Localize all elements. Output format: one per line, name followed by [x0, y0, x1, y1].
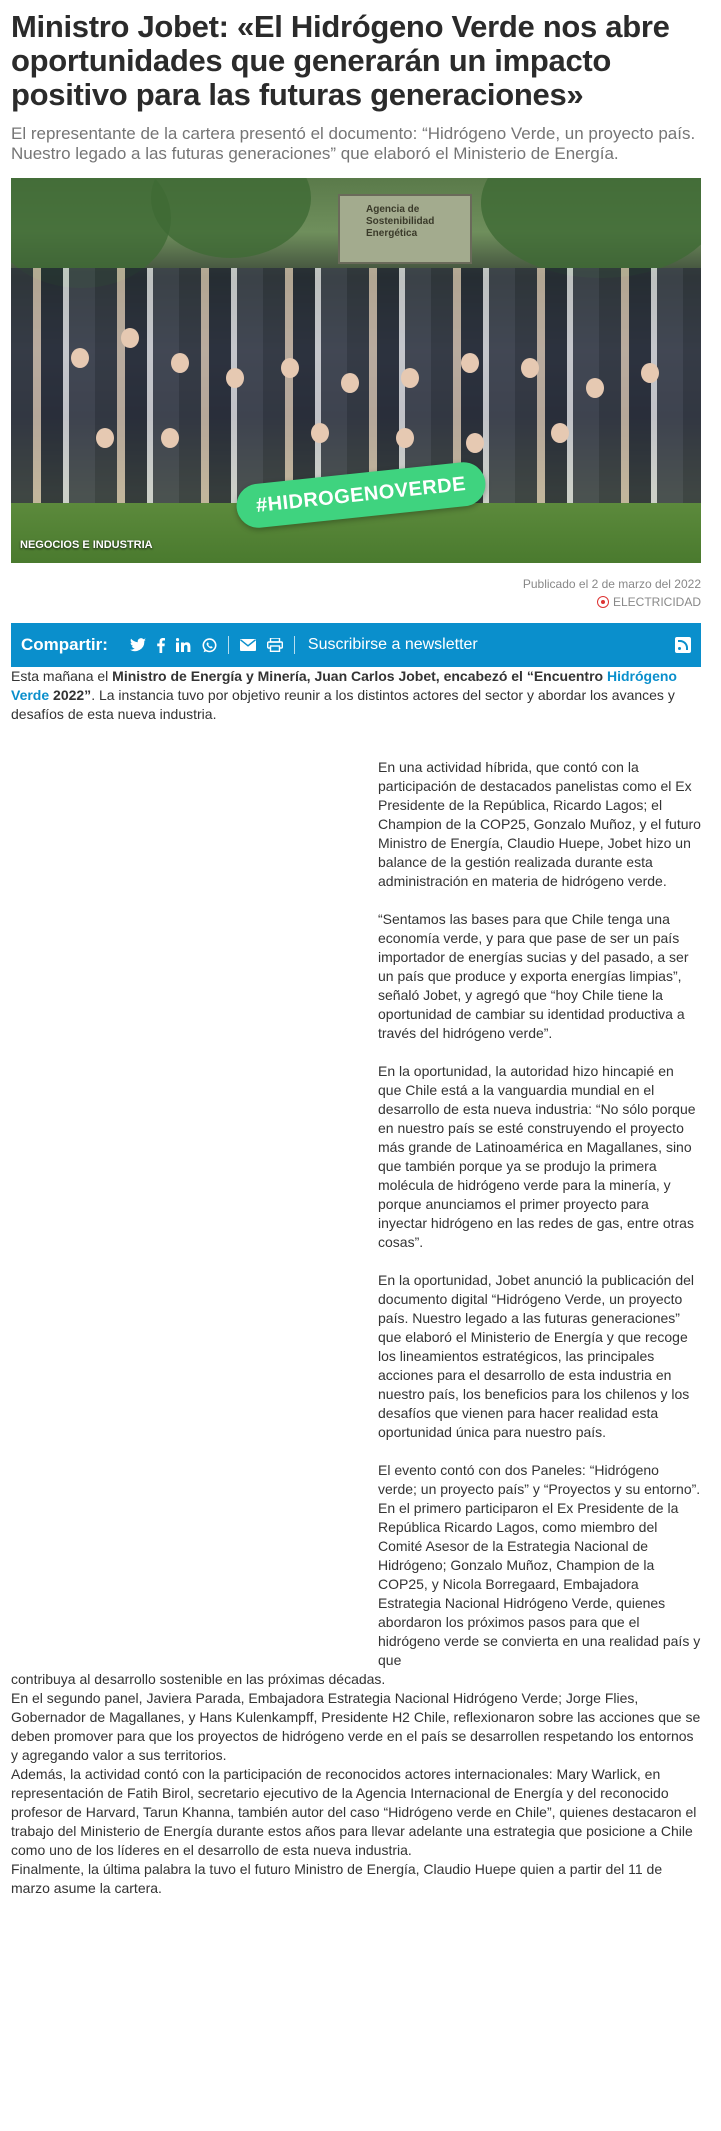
share-bar: [11, 623, 701, 667]
face-shape: [341, 373, 359, 393]
face-shape: [641, 363, 659, 383]
agency-sign-text: Agencia de Sostenibilidad Energética: [366, 204, 435, 239]
body-paragraph: contribuya al desarrollo sostenible en las próximas décadas.: [11, 1671, 386, 1687]
body-paragraph: El evento contó con dos Paneles: “Hidrógeno verde; un proyecto país” y “Proyectos y su entorno”. En el primero participaron el Ex Presidente de la República Ricardo Lagos, como miembro del Comité Asesor de la Estrategia Nacional de Hidrógeno; Gonzalo Muñoz, Champion de la COP25, y Nicola Borregaard, Embajadora Estrategia Nacional Hidrógeno Verde, quienes abordaron los próximos pasos para que el hidrógeno verde se convierta en una realidad país y que: [378, 1462, 701, 1668]
body-paragraph: En una actividad híbrida, que contó con la participación de destacados panelistas como el Ex Presidente de la República, Ricardo Lagos; el Champion de la COP25, Gonzalo Muñoz, y el futuro Ministro de Energía, Claudio Huepe, Jobet hizo un balance de la gestión realizada durante esta administración en materia de hidrógeno verde.: [378, 759, 701, 889]
agency-sign: [338, 194, 472, 264]
face-shape: [281, 358, 299, 378]
article-title: Ministro Jobet: «El Hidrógeno Verde nos abre oportunidades que generarán un impacto positivo para las futuras generaciones»: [11, 9, 670, 112]
article-subtitle: El representante de la cartera presentó el documento: “Hidrógeno Verde, un proyecto país. Nuestro legado a las futuras generaciones” que elaboró el Ministerio de Energía.: [11, 124, 696, 163]
lead-bold-text: Ministro de Energía y Minería, Juan Carlos Jobet, encabezó el “Encuentro: [112, 668, 607, 684]
share-separator: [294, 636, 295, 654]
share-separator: [228, 636, 229, 654]
face-shape: [461, 353, 479, 373]
article-body: [11, 667, 701, 1898]
face-shape: [71, 348, 89, 368]
face-shape: [171, 353, 189, 373]
hashtag-banner-text: #HIDROGENOVERDE: [254, 472, 467, 517]
email-icon[interactable]: [240, 639, 256, 651]
article: [11, 10, 701, 1898]
hidrogeno-verde-link[interactable]: Hidrógeno Verde: [11, 668, 677, 703]
rss-icon[interactable]: [675, 637, 691, 653]
face-shape: [311, 423, 329, 443]
face-shape: [401, 368, 419, 388]
lead-paragraph: [11, 667, 701, 724]
category-label: ELECTRICIDAD: [612, 595, 701, 609]
twitter-icon[interactable]: [130, 638, 146, 652]
face-shape: [586, 378, 604, 398]
body-paragraph: En la oportunidad, Jobet anunció la publicación del documento digital “Hidrógeno Verde, un proyecto país. Nuestro legado a las futuras generaciones” que elaboró el Ministerio de Energía y que recoge los lineamientos estratégicos, las principales acciones para el desarrollo de esta industria en nuestro país, los beneficios para los chilenos y los desafíos que vienen para hacer realidad esta oportunidad única para nuestro país.: [378, 1272, 695, 1440]
face-shape: [96, 428, 114, 448]
right-column: [378, 758, 701, 1670]
category-icon: [597, 596, 609, 608]
share-label: Compartir:: [21, 635, 108, 654]
tree-shape: [151, 178, 311, 258]
body-paragraph: En la oportunidad, la autoridad hizo hincapié en que Chile está a la vanguardia mundial en el desarrollo de esta nueva industria: “No sólo porque en nuestro país se esté construyendo el proyecto más grande de Latinoamérica en Magallanes, sino que también porque ya se produjo la primera molécula de hidrógeno verde para la minería, y porque anunciamos el primer proyecto para inyectar hidrógeno en las redes de gas, entre otras cosas”.: [378, 1063, 696, 1250]
face-shape: [121, 328, 139, 348]
face-shape: [396, 428, 414, 448]
face-shape: [226, 368, 244, 388]
face-shape: [521, 358, 539, 378]
lead-text: Esta mañana el: [11, 668, 113, 684]
publication-date: Publicado el 2 de marzo del 2022: [522, 577, 701, 591]
face-shape: [551, 423, 569, 443]
body-paragraph: “Sentamos las bases para que Chile tenga una economía verde, y para que pase de ser un país importador de energías sucias y del pasado, a ser un país que produce y exporta energías limpias”, señaló Jobet, y agregó que “hoy Chile tiene la oportunidad de cambiar su identidad productiva a través del hidrógeno verde”.: [378, 911, 689, 1041]
lead-text: . La instancia tuvo por objetivo reunir a los distintos actores del sector y abordar los avances y desafíos de esta nueva industria.: [11, 687, 675, 722]
body-paragraph: Además, la actividad contó con la participación de reconocidos actores internacionales: Mary Warlick, en representación de Fatih Birol, secretario ejecutivo de la Agencia Internacional de Energía y del reconocido profesor de Harvard, Tarun Khanna, también autor del caso “Hidrógeno verde en Chile”, quienes destacaron el trabajo del Ministerio de Energía durante estos años para llevar adelante una estrategia que posicione a Chile como uno de los líderes en el desarrollo de esta nueva industria.: [11, 1766, 697, 1858]
face-shape: [161, 428, 179, 448]
whatsapp-icon[interactable]: [202, 638, 217, 653]
publication-meta: [11, 575, 701, 613]
body-paragraph: En el segundo panel, Javiera Parada, Embajadora Estrategia Nacional Hidrógeno Verde; Jorge Flies, Gobernador de Magallanes, y Hans Kulenkampff, Presidente H2 Chile, reflexionaron sobre las acciones que se deben promover para que los proyectos de hidrógeno verde en el país se desarrollen respetando los entornos y agregando valor a sus territorios.: [11, 1690, 701, 1763]
category-tag[interactable]: [597, 593, 701, 611]
newsletter-link[interactable]: Suscribirse a newsletter: [307, 636, 478, 653]
face-shape: [466, 433, 484, 453]
lead-bold-text: 2022”: [49, 687, 92, 703]
print-icon[interactable]: [267, 638, 283, 652]
image-category-caption[interactable]: NEGOCIOS E INDUSTRIA: [20, 539, 153, 551]
body-paragraph: Finalmente, la última palabra la tuvo el futuro Ministro de Energía, Claudio Huepe quien a partir del 11 de marzo asume la cartera.: [11, 1861, 663, 1896]
hero-image: [11, 178, 701, 563]
tree-shape: [481, 178, 701, 278]
linkedin-icon[interactable]: [176, 638, 191, 652]
facebook-icon[interactable]: [157, 638, 165, 653]
